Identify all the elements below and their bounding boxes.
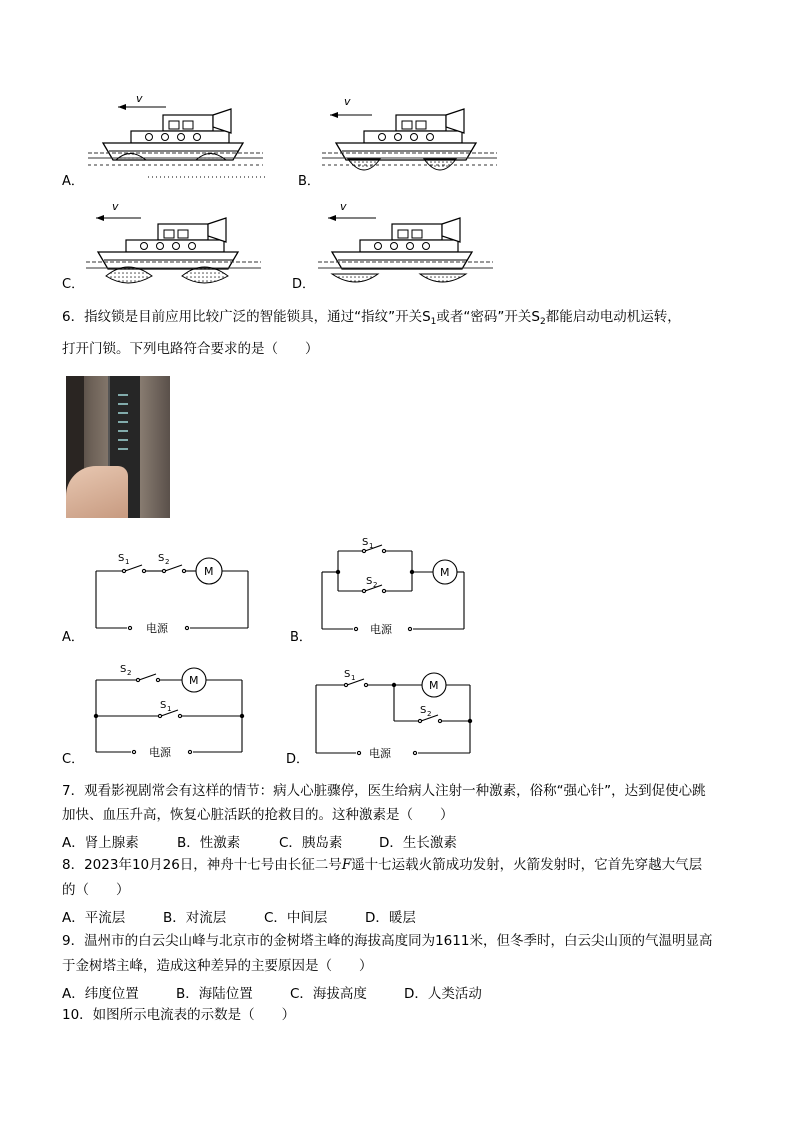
power-label: 电源 bbox=[369, 747, 391, 760]
q9-option-a[interactable]: A．纬度位置 bbox=[62, 986, 139, 1002]
option-label-b: B． bbox=[290, 630, 312, 645]
switch-s1-sub: 1 bbox=[430, 317, 437, 327]
option-label-c: C． bbox=[62, 277, 85, 292]
q6-text-part3: 都能启动电动机运转， bbox=[545, 309, 681, 325]
q7-option-d[interactable]: D．生长激素 bbox=[379, 835, 457, 851]
switch-label-s2: S bbox=[420, 705, 427, 716]
switch-label-s1: S bbox=[362, 537, 369, 548]
q9-option-b[interactable]: B．海陆位置 bbox=[176, 986, 253, 1002]
switch-s1: S bbox=[422, 309, 431, 325]
circuit-diagram-b bbox=[288, 536, 488, 648]
power-label: 电源 bbox=[149, 746, 171, 759]
question-9-line-1: 9．温州市的白云尖山峰与北京市的金树塔主峰的海拔高度同为1611米，但冬季时，白云尖山顶的气温明显高 bbox=[62, 933, 713, 949]
circuit-option-d[interactable] bbox=[284, 668, 484, 770]
velocity-label: v bbox=[340, 200, 347, 213]
switch-label-s2: S bbox=[366, 576, 373, 587]
boat-diagram-d bbox=[318, 196, 498, 291]
velocity-label: v bbox=[344, 95, 351, 108]
svg-text:1: 1 bbox=[351, 674, 356, 682]
q8-option-d[interactable]: D．暖层 bbox=[365, 910, 416, 926]
velocity-label: v bbox=[112, 200, 119, 213]
power-label: 电源 bbox=[370, 623, 392, 636]
motor-label: M bbox=[429, 679, 439, 692]
circuit-option-a[interactable] bbox=[60, 548, 260, 648]
q7-option-a[interactable]: A．肾上腺素 bbox=[62, 835, 139, 851]
question-6-line-1 bbox=[62, 308, 681, 326]
keypad bbox=[118, 394, 128, 454]
svg-text:1: 1 bbox=[125, 558, 130, 566]
svg-text:2: 2 bbox=[373, 581, 378, 589]
option-label-c: C． bbox=[62, 752, 85, 767]
question-7-line-1: 7．观看影视剧常会有这样的情节：病人心脏骤停，医生给病人注射一种激素，俗称“强心针”，达到促使心跳 bbox=[62, 783, 706, 799]
svg-text:2: 2 bbox=[165, 558, 170, 566]
switch-label-s2: S bbox=[158, 553, 165, 564]
circuit-diagram-d bbox=[284, 668, 484, 770]
q6-text-part2: 或者“密码”开关 bbox=[436, 309, 532, 325]
option-label-a: A． bbox=[62, 174, 84, 189]
power-label: 电源 bbox=[146, 622, 168, 635]
question-9-options bbox=[62, 982, 762, 1000]
hand bbox=[66, 466, 128, 518]
motor-label: M bbox=[204, 565, 214, 578]
svg-text:1: 1 bbox=[167, 705, 172, 713]
svg-text:2: 2 bbox=[427, 710, 432, 718]
boat-option-b[interactable] bbox=[296, 85, 506, 190]
option-label-a: A． bbox=[62, 630, 84, 645]
boat-diagram-c bbox=[86, 196, 266, 291]
question-7-line-2: 加快、血压升高，恢复心脏活跃的抢救目的。这种激素是（ ） bbox=[62, 807, 454, 823]
switch-label-s1: S bbox=[344, 669, 351, 680]
q8-option-a[interactable]: A．平流层 bbox=[62, 910, 126, 926]
question-10-line-1: 10．如图所示电流表的示数是（ ） bbox=[62, 1007, 296, 1023]
motor-label: M bbox=[440, 566, 450, 579]
switch-label-s1: S bbox=[160, 700, 167, 711]
option-label-d: D． bbox=[292, 277, 316, 292]
circuit-diagram-a bbox=[60, 548, 260, 648]
question-8-line-1 bbox=[62, 856, 702, 874]
velocity-label: v bbox=[136, 92, 143, 105]
question-6-line-2: 打开门锁。下列电路符合要求的是（ ） bbox=[62, 341, 319, 357]
boat-option-d[interactable] bbox=[290, 196, 500, 296]
motor-label: M bbox=[189, 674, 199, 687]
option-label-d: D． bbox=[286, 752, 310, 767]
q8-text-part1: 8．2023年10月26日，神舟十七号由长征二号 bbox=[62, 857, 342, 873]
q8-option-b[interactable]: B．对流层 bbox=[163, 910, 227, 926]
switch-s2: S bbox=[531, 309, 540, 325]
fingerprint-lock-photo bbox=[66, 376, 170, 518]
switch-s2-sub: 2 bbox=[539, 317, 546, 327]
switch-label-s2: S bbox=[120, 664, 127, 675]
boat-diagram-b bbox=[322, 85, 502, 185]
svg-text:2: 2 bbox=[127, 669, 132, 677]
q8-option-c[interactable]: C．中间层 bbox=[264, 910, 328, 926]
question-8-options bbox=[62, 906, 762, 924]
boat-option-a[interactable] bbox=[60, 85, 270, 190]
q8-text-part2: 遥十七运载火箭成功发射，火箭发射时，它首先穿越大气层 bbox=[351, 857, 703, 873]
question-9-line-2: 于金树塔主峰，造成这种差异的主要原因是（ ） bbox=[62, 958, 373, 974]
question-7-options bbox=[62, 831, 762, 849]
boat-option-c[interactable] bbox=[60, 196, 270, 296]
circuit-option-b[interactable] bbox=[288, 536, 488, 648]
boat-diagram-a bbox=[88, 85, 268, 185]
q9-option-d[interactable]: D．人类活动 bbox=[404, 986, 482, 1002]
option-label-b: B． bbox=[298, 174, 320, 189]
q6-text-part1: 6．指纹锁是目前应用比较广泛的智能锁具，通过“指纹”开关 bbox=[62, 309, 423, 325]
q8-letter-f: F bbox=[341, 857, 352, 873]
question-8-line-2: 的（ ） bbox=[62, 882, 130, 898]
circuit-option-c[interactable] bbox=[60, 660, 260, 770]
q7-option-b[interactable]: B．性激素 bbox=[177, 835, 241, 851]
svg-text:1: 1 bbox=[369, 542, 374, 550]
q9-option-c[interactable]: C．海拔高度 bbox=[290, 986, 367, 1002]
switch-label-s1: S bbox=[118, 553, 125, 564]
q7-option-c[interactable]: C．胰岛素 bbox=[279, 835, 343, 851]
circuit-diagram-c bbox=[60, 660, 260, 770]
